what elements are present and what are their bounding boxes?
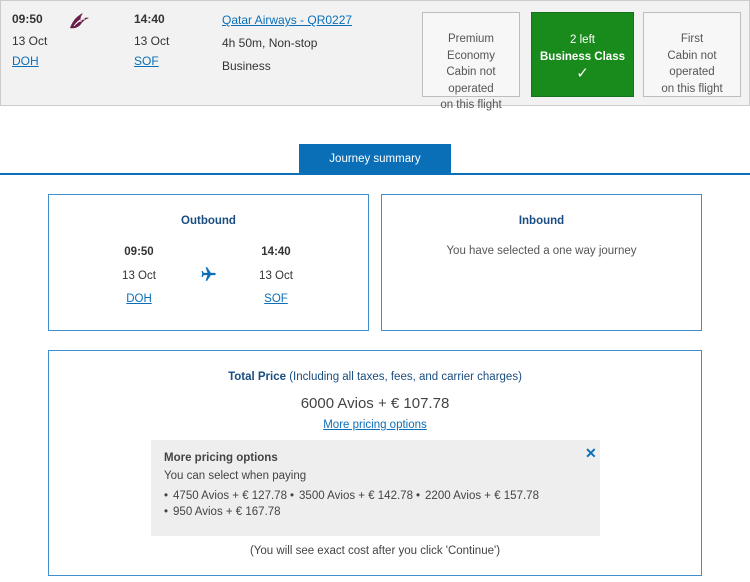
inbound-title: Inbound (518, 215, 565, 227)
arrive-time: 14:40 (134, 12, 165, 26)
seats-left: 2 left (570, 34, 595, 46)
more-options-subtitle: You can select when paying (164, 470, 307, 482)
outbound-arrive-date: 13 Oct (259, 270, 293, 282)
pricing-option[interactable]: • 4750 Avios + € 127.78 (164, 490, 287, 502)
flight-cabin: Business (222, 59, 271, 73)
outbound-title: Outbound (181, 215, 236, 227)
cabin-premium-economy (422, 12, 520, 111)
arrive-airport-link[interactable]: SOF (134, 54, 159, 68)
outbound-depart-date: 13 Oct (122, 270, 156, 282)
outbound-panel (48, 194, 369, 331)
more-options-title: More pricing options (164, 452, 278, 464)
outbound-arrive-airport-link[interactable]: SOF (264, 293, 288, 305)
flight-row (0, 0, 750, 111)
cabin-status-2: on this flight (440, 99, 502, 111)
price-disclaimer: (You will see exact cost after you click 'Continue') (249, 545, 501, 557)
cabin-first (643, 12, 741, 97)
arrive-date: 13 Oct (134, 34, 170, 48)
plane-icon (200, 265, 218, 283)
outbound-depart-time: 09:50 (124, 246, 154, 258)
cabin-status: Cabin not operated (446, 66, 496, 95)
pricing-option[interactable]: • 3500 Avios + € 142.78 (290, 490, 413, 502)
total-price-heading (49, 371, 701, 383)
cabin-business-selected[interactable] (531, 12, 634, 97)
inbound-panel (381, 194, 702, 331)
more-pricing-options-panel (151, 440, 600, 536)
outbound-arrive-time: 14:40 (261, 246, 291, 258)
tab-journey-summary[interactable]: Journey summary (299, 144, 451, 174)
depart-time: 09:50 (12, 12, 43, 26)
checkmark-icon: ✓ (576, 65, 589, 82)
airline-flight-link[interactable]: Qatar Airways - QR0227 (222, 13, 353, 27)
total-price-panel (48, 350, 702, 576)
cabin-name: Premium Economy (447, 33, 495, 62)
outbound-arrival (246, 246, 306, 305)
cabin-name: First (680, 33, 704, 45)
inbound-message: You have selected a one way journey (446, 245, 637, 257)
outbound-depart-airport-link[interactable]: DOH (126, 293, 152, 305)
depart-date: 13 Oct (12, 34, 48, 48)
airline-logo-icon (67, 10, 91, 32)
more-pricing-options-link (49, 419, 701, 431)
total-price-label-suffix: (Including all taxes, fees, and carrier charges) (286, 371, 522, 383)
cabin-name: Business Class (539, 50, 625, 63)
more-pricing-options-text[interactable]: More pricing options (323, 419, 427, 431)
cabin-status-2: on this flight (661, 82, 723, 95)
depart-airport-link[interactable]: DOH (12, 54, 39, 68)
total-price-value: 6000 Avios + € 107.78 (300, 395, 450, 412)
pricing-option[interactable]: • 2200 Avios + € 157.78 (416, 490, 539, 502)
close-icon[interactable]: ✕ (585, 445, 597, 461)
flight-duration: 4h 50m, Non-stop (222, 36, 318, 50)
total-price-label: Total Price (228, 371, 287, 383)
outbound-departure (109, 246, 169, 305)
pricing-option[interactable]: • 950 Avios + € 167.78 (164, 506, 281, 518)
cabin-status: Cabin not operated (667, 49, 717, 78)
